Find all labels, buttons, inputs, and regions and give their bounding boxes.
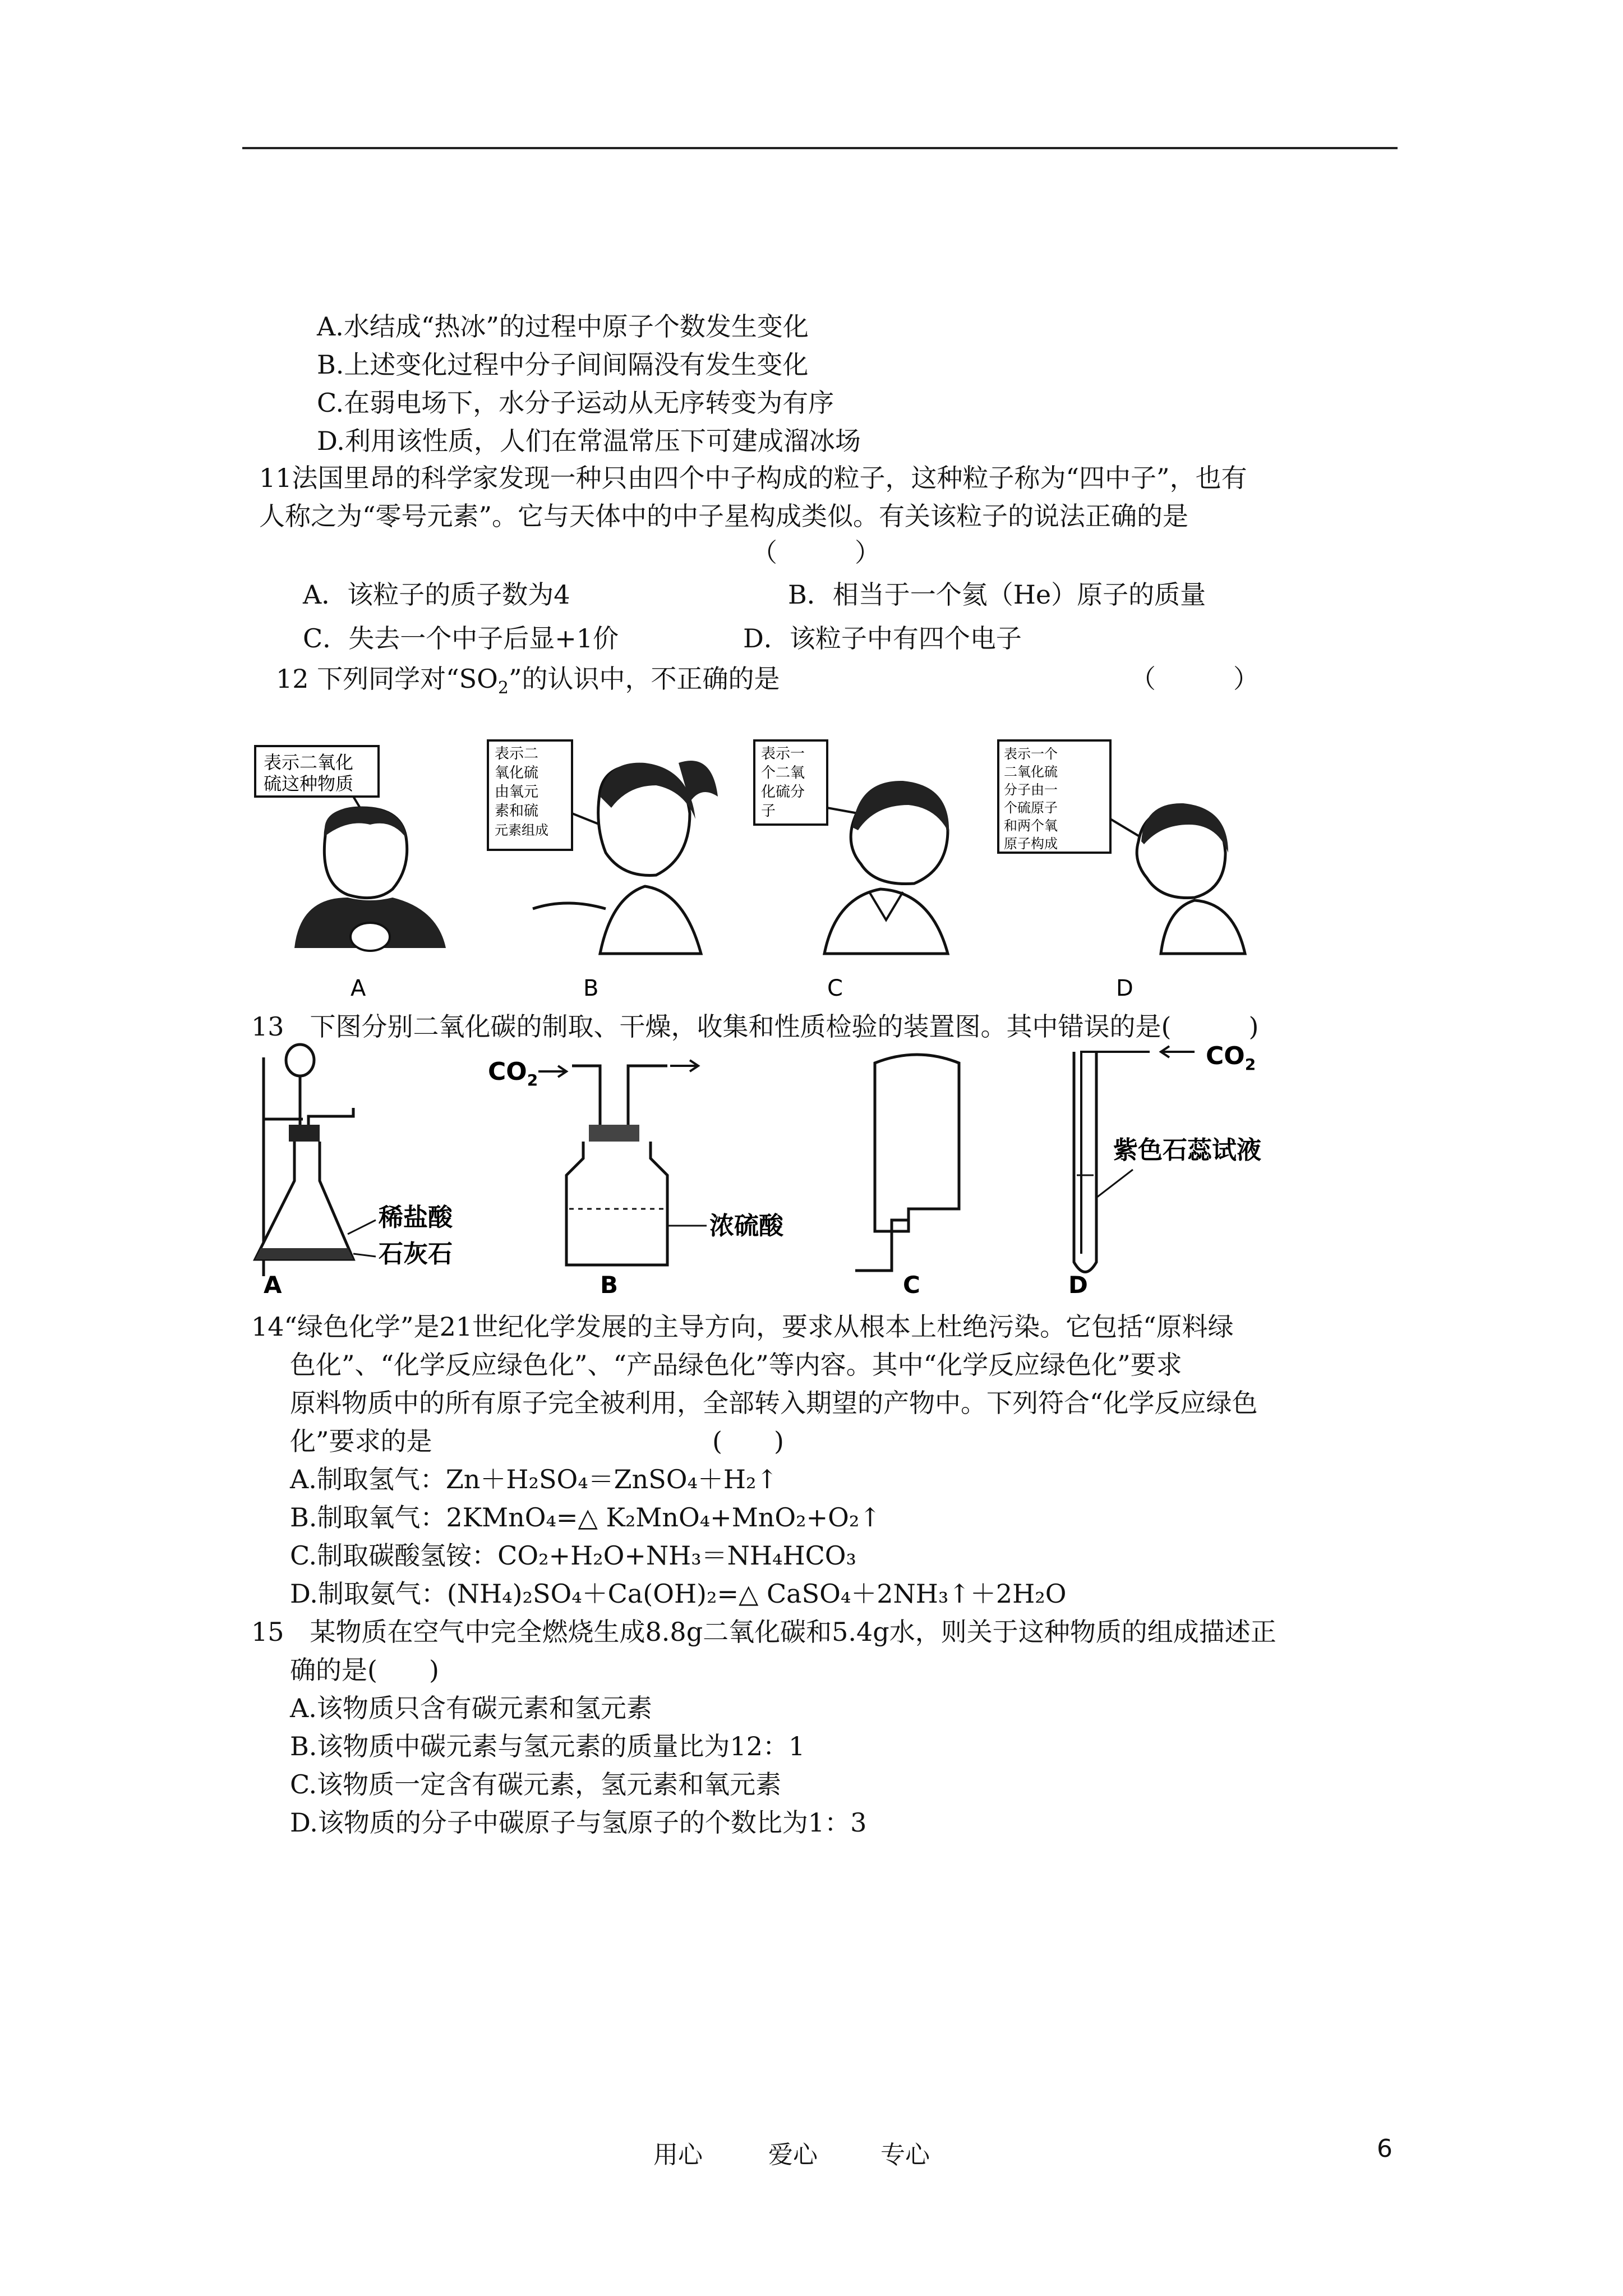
bubble-d-line3: 分子由一: [1004, 782, 1058, 798]
q12-label-a: A: [351, 976, 366, 1001]
student-a: [255, 746, 446, 951]
q10-option-c: C.在弱电场下，水分子运动从无序转变为有序: [317, 388, 834, 418]
apparatus-d: [1068, 1042, 1261, 1299]
q14-option-a: A.制取氢气：Zn＋H₂SO₄＝ZnSO₄＋H₂↑: [290, 1464, 778, 1494]
bubble-b-line4: 素和硫: [495, 803, 539, 820]
bubble-b-line2: 氧化硫: [495, 765, 539, 781]
student-d: [998, 740, 1245, 954]
bubble-b-line1: 表示二: [495, 746, 539, 762]
bubble-d-line1: 表示一个: [1004, 746, 1058, 762]
apparatus-b: [488, 1057, 784, 1299]
header-rule: [242, 147, 1398, 149]
q15-stem-line1: 15 某物质在空气中完全燃烧生成8.8g二氧化碳和5.4g水，则关于这种物质的组成描述正: [251, 1617, 1276, 1647]
apparatus-a: [255, 1045, 453, 1299]
page-number: 6: [1377, 2134, 1393, 2163]
q11-option-d: D．该粒子中有四个电子: [743, 623, 1022, 654]
q10-option-d: D.利用该性质，人们在常温常压下可建成溜冰场: [317, 426, 861, 456]
apparatus-c: [855, 1055, 959, 1299]
bubble-d-line2: 二氧化硫: [1004, 764, 1058, 780]
q11-stem-line2: 人称之为“零号元素”。它与天体中的中子星构成类似。有关该粒子的说法正确的是: [259, 501, 1189, 531]
q14-stem-line3: 原料物质中的所有原子完全被利用，全部转入期望的产物中。下列符合“化学反应绿色: [290, 1388, 1258, 1418]
q13-label-d: D: [1068, 1271, 1088, 1299]
q12-stem: 12 下列同学对“$SO_2$”的认识中，不正确的是: [276, 664, 780, 698]
q14-answer-paren: ( ): [712, 1426, 784, 1456]
q15-option-d: D.该物质的分子中碳原子与氢原子的个数比为1：3: [290, 1807, 867, 1838]
q15-option-a: A.该物质只含有碳元素和氢元素: [290, 1693, 652, 1723]
q13-label-b: B: [600, 1271, 619, 1299]
bubble-c-line2: 个二氧: [761, 765, 805, 781]
q13-apparatus-figure: [241, 1041, 1335, 1299]
q12-label-c: C: [827, 976, 843, 1001]
bubble-b-line3: 由氧元: [495, 784, 539, 800]
bubble-a-line2: 硫这种物质: [264, 773, 354, 794]
q14-option-c: C.制取碳酸氢铵：CO₂+H₂O+NH₃＝NH₄HCO₃: [290, 1540, 856, 1571]
q11-option-a: A．该粒子的质子数为4: [303, 579, 570, 610]
q11-option-c: C．失去一个中子后显+1价: [303, 623, 619, 654]
q11-option-b: B．相当于一个氦（He）原子的质量: [788, 579, 1206, 610]
q12-label-d: D: [1116, 976, 1133, 1001]
footer-word-1: 用心: [653, 2141, 703, 2169]
student-c: [754, 740, 949, 954]
student-b: [488, 740, 718, 954]
q10-option-a: A.水结成“热冰”的过程中原子个数发生变化: [317, 311, 809, 342]
q15-option-c: C.该物质一定含有碳元素，氢元素和氧元素: [290, 1769, 782, 1800]
q14-option-b: B.制取氧气：2KMnO₄=△ K₂MnO₄+MnO₂+O₂↑: [290, 1502, 881, 1533]
b-conc-h2so4-label: 浓硫酸: [709, 1212, 783, 1240]
q14-stem-line2: 色化”、“化学反应绿色化”、“产品绿色化”等内容。其中“化学反应绿色化”要求: [290, 1350, 1182, 1380]
q14-stem-line1: 14“绿色化学”是21世纪化学发展的主导方向，要求从根本上杜绝污染。它包括“原料绿: [251, 1312, 1234, 1342]
bubble-c-line1: 表示一: [761, 746, 805, 762]
bubble-d-line5: 和两个氧: [1004, 818, 1058, 834]
a-limestone-label: 石灰石: [379, 1240, 453, 1268]
q14-stem-line4: 化”要求的是: [290, 1426, 432, 1456]
d-co2-label: $CO_2$: [1206, 1042, 1256, 1074]
q15-stem-line2: 确的是( ): [290, 1655, 439, 1685]
bubble-b-line5: 元素组成: [495, 822, 548, 838]
q12-students-figure: [241, 729, 1352, 1004]
d-litmus-label: 紫色石蕊试液: [1113, 1136, 1261, 1165]
bubble-d-line6: 原子构成: [1004, 836, 1058, 852]
q13-label-a: A: [264, 1271, 282, 1299]
q13-stem: 13 下图分别二氧化碳的制取、干燥，收集和性质检验的装置图。其中错误的是( ): [251, 1011, 1259, 1042]
bubble-d-line4: 个硫原子: [1004, 800, 1058, 816]
q12-answer-paren: （ ）: [1130, 664, 1259, 694]
q11-stem-line1: 11法国里昂的科学家发现一种只由四个中子构成的粒子，这种粒子称为“四中子”，也有: [259, 463, 1247, 493]
footer-word-2: 爱心: [768, 2141, 818, 2169]
bubble-c-line3: 化硫分: [761, 784, 805, 800]
q13-label-c: C: [903, 1271, 920, 1299]
bubble-a-line1: 表示二氧化: [264, 752, 354, 773]
q14-option-d: D.制取氨气：(NH₄)₂SO₄＋Ca(OH)₂=△ CaSO₄＋2NH₃↑＋2H₂O: [290, 1579, 1067, 1609]
q11-answer-paren: （ ）: [751, 537, 880, 568]
bubble-c-line4: 子: [761, 803, 776, 820]
q10-option-b: B.上述变化过程中分子间间隔没有发生变化: [317, 349, 809, 380]
footer-word-3: 专心: [880, 2141, 930, 2169]
a-dilute-hcl-label: 稀盐酸: [379, 1203, 453, 1232]
b-co2-label: $CO_2$: [488, 1057, 538, 1089]
q15-option-b: B.该物质中碳元素与氢元素的质量比为12：1: [290, 1731, 805, 1761]
q12-label-b: B: [583, 976, 599, 1001]
